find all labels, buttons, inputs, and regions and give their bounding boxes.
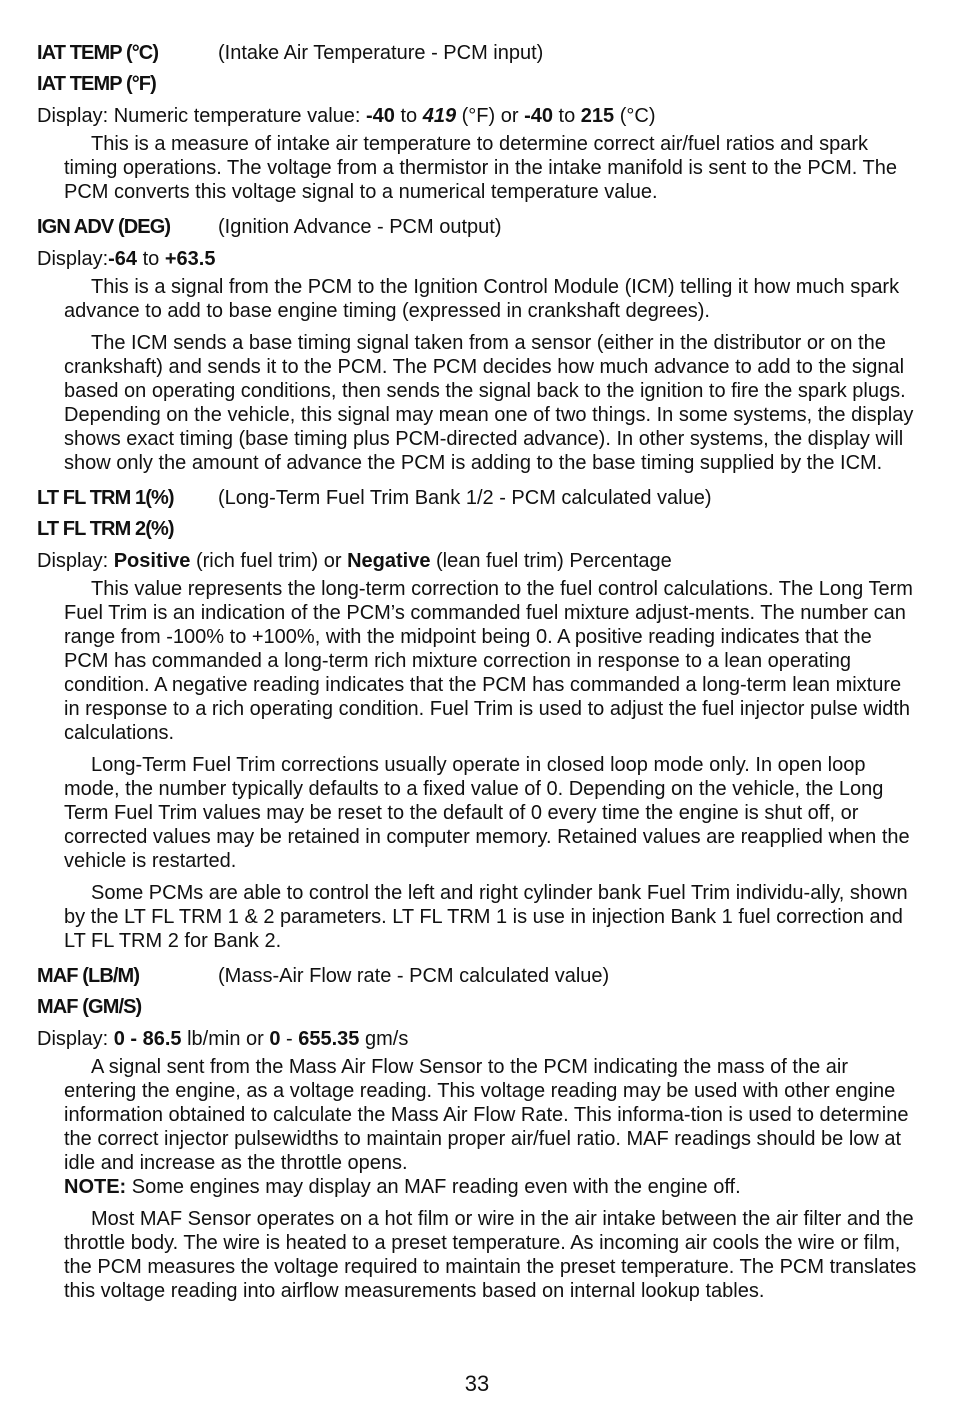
ltft-paragraph-3: Some PCMs are able to control the left and right cylinder bank Fuel Trim individu-ally, shown by the LT FL TRM 1 & 2 parameters. LT FL TRM 1 is use in injection Bank 1 fuel correction and LT FL TRM 2 for Bank 2. [64, 882, 908, 952]
positive-label: Positive [113, 550, 191, 572]
range-value: 0 - 86.5 [113, 1028, 182, 1050]
range-value: 215 [580, 105, 615, 127]
range-unit: (°F) or [456, 105, 525, 127]
ign-description: (Ignition Advance - PCM output) [218, 216, 502, 238]
display-prefix: Display: Numeric temperature value: [37, 105, 367, 127]
lt-fuel-trim-entry [37, 483, 920, 953]
ign-paragraph-1: This is a signal from the PCM to the Ignition Control Module (ICM) telling it how much spark advance to add to base engine timing (expressed in crankshaft degrees). [64, 276, 900, 322]
ltft-paragraph-1: This value represents the long-term correction to the fuel control calculations. The Long Term Fuel Trim is an indication of the PCM’s commanded fuel mixture adjust-ments. The number can range from -100% to +100%, with the midpoint being 0. A positive reading indicates that the PCM has commanded a long-term rich mixture correction in response to a lean operating condition. A negative reading indicates that the PCM has commanded a long-term lean mixture in response to a rich operating condition. Fuel Trim is used to adjust the fuel injector pulse width calculations. [64, 578, 913, 744]
maf-pid-gms: MAF (GM/S) [37, 996, 142, 1018]
display-prefix: Display: [37, 550, 114, 572]
display-text: (lean fuel trim) Percentage [430, 550, 672, 572]
maf-paragraph-1: A signal sent from the Mass Air Flow Sensor to the PCM indicating the mass of the air entering the engine, as a voltage reading. This voltage reading may be used with other engine information obtained to calculate the Mass Air Flow Rate. This informa-tion is used to determine the correct injector pulsewidths to maintain proper air/fuel ratio. MAF readings should be low at idle and increase as the throttle opens. [64, 1056, 909, 1174]
range-to: to [553, 105, 581, 127]
range-to: to [137, 248, 165, 270]
range-value: -40 [366, 105, 395, 127]
ltft-pid-bank2: LT FL TRM 2(%) [37, 518, 174, 540]
maf-paragraph-2: Most MAF Sensor operates on a hot film or wire in the air intake between the air filter and the throttle body. The wire is heated to a preset temperature. As incoming air cools the wire or film, the PCM measures the voltage required to maintain the preset temperature. The PCM translates this voltage reading into airflow measurements based on internal lookup tables. [64, 1208, 917, 1302]
range-to: - [280, 1028, 299, 1050]
maf-pid-lbm: MAF (LB/M) [37, 965, 140, 987]
iat-temp-entry [37, 38, 920, 204]
iat-display-range [37, 100, 920, 132]
display-prefix: Display: [37, 248, 109, 270]
iat-pid-celsius: IAT TEMP (°C) [37, 42, 159, 64]
iat-paragraph: This is a measure of intake air temperature to determine correct air/fuel ratios and spark timing operations. The voltage from a thermistor in the intake manifold is sent to the PCM. The PCM converts this voltage signal to a numerical temperature value. [64, 133, 897, 203]
note-label: NOTE: [64, 1176, 127, 1198]
maf-entry [37, 961, 920, 1303]
maf-header [37, 961, 920, 992]
ltft-header [37, 483, 920, 514]
iat-description: (Intake Air Temperature - PCM input) [218, 42, 544, 64]
ltft-paragraph-2: Long-Term Fuel Trim corrections usually operate in closed loop mode only. In open loop mode, the number typically defaults to a fixed value of 0. Depending on the vehicle, the Long Term Fuel Trim values may be reset to the default of 0 every time the engine is shut off, or corrected values may be retained in computer memory. Retained values are reapplied when the vehicle is restarted. [64, 754, 910, 872]
range-value: +63.5 [164, 248, 216, 270]
range-value: -64 [108, 248, 138, 270]
note-text: Some engines may display an MAF reading even with the engine off. [126, 1176, 741, 1198]
range-value: 655.35 [298, 1028, 360, 1050]
range-value: 419 [422, 105, 457, 127]
range-unit: (°C) [614, 105, 656, 127]
ign-adv-entry [37, 212, 920, 475]
iat-header-2 [37, 69, 920, 100]
maf-header-2 [37, 992, 920, 1023]
range-value: 0 [269, 1028, 281, 1050]
ign-header [37, 212, 920, 243]
display-text: (rich fuel trim) or [190, 550, 348, 572]
range-unit: gm/s [359, 1028, 409, 1050]
range-to: to [394, 105, 423, 127]
ltft-display-range [37, 545, 920, 577]
display-prefix: Display: [37, 1028, 114, 1050]
maf-display-range [37, 1023, 920, 1055]
negative-label: Negative [347, 550, 431, 572]
ltft-header-2 [37, 514, 920, 545]
ltft-description: (Long-Term Fuel Trim Bank 1/2 - PCM calculated value) [218, 487, 712, 509]
ign-paragraph-2: The ICM sends a base timing signal taken from a sensor (either in the distributor or on the crankshaft) and sends it to the PCM. The PCM decides how much advance to add to the signal based on operating conditions, then sends the signal back to the ignition to fire the spark plugs. Depending on the vehicle, this signal may mean one of two things. In some systems, the display shows exact timing (base timing plus PCM-directed advance). In other systems, the display will show only the amount of advance the PCM is adding to the base timing supplied by the ICM. [64, 332, 914, 474]
ign-pid: IGN ADV (DEG) [37, 216, 171, 238]
ign-display-range [37, 243, 920, 275]
iat-header [37, 38, 920, 69]
ltft-pid-bank1: LT FL TRM 1(%) [37, 487, 174, 509]
iat-pid-fahrenheit: IAT TEMP (°F) [37, 73, 156, 95]
maf-note [64, 1175, 920, 1199]
range-value: -40 [524, 105, 553, 127]
page-number: 33 [464, 1371, 490, 1396]
range-unit: lb/min or [181, 1028, 270, 1050]
maf-description: (Mass-Air Flow rate - PCM calculated value) [218, 965, 610, 987]
